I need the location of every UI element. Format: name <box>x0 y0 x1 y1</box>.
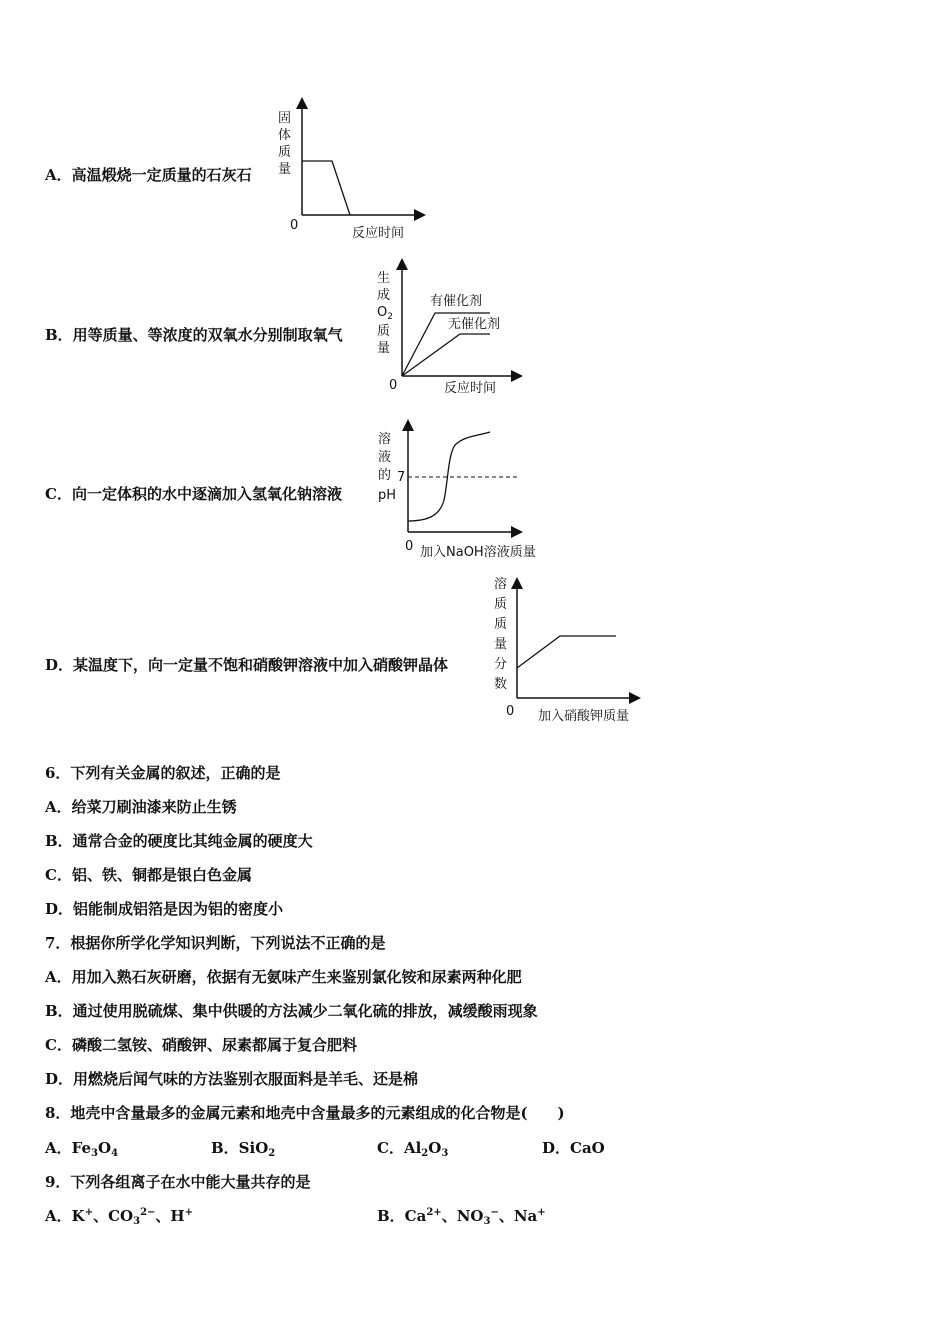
line2-label: 无催化剂 <box>448 317 501 332</box>
graph-a <box>270 95 440 249</box>
option-b-label: B．用等质量、等浓度的双氧水分别制取氧气 <box>45 326 343 344</box>
option-a-label: A．高温煅烧一定质量的石灰石 <box>45 166 252 184</box>
q6-option-b: B．通常合金的硬度比其纯金属的硬度大 <box>45 832 313 850</box>
y-axis-char: 质 <box>494 617 508 632</box>
q6-stem: 6．下列有关金属的叙述，正确的是 <box>45 764 281 782</box>
graph-c <box>372 420 562 569</box>
curve-without-catalyst <box>402 334 490 376</box>
y-axis-char: 体 <box>278 128 292 143</box>
q8-option-c: C．$Al_2O_3$ <box>377 1139 449 1159</box>
q7-option-b: B．通过使用脱硫煤、集中供暖的方法减少二氧化硫的排放，减缓酸雨现象 <box>45 1002 538 1020</box>
q9-stem: 9．下列各组离子在水中能大量共存的是 <box>45 1173 311 1191</box>
y-axis-char: 固 <box>278 111 292 126</box>
origin-label: 0 <box>506 704 515 719</box>
q6-option-d: D．铝能制成铝箔是因为铝的密度小 <box>45 900 284 918</box>
y-axis-char: 溶 <box>378 432 392 447</box>
y-axis-char: 质 <box>278 145 292 160</box>
y-axis-o: $O_2$ <box>377 305 393 322</box>
q7-option-c: C．磷酸二氢铵、硝酸钾、尿素都属于复合肥料 <box>45 1036 357 1054</box>
origin-label: 0 <box>389 378 398 393</box>
y-axis-char: 量 <box>278 162 292 177</box>
option-d-label: D．某温度下，向一定量不饱和硝酸钾溶液中加入硝酸钾晶体 <box>45 656 449 674</box>
line1-label: 有催化剂 <box>430 294 483 309</box>
y-axis-char: 的 <box>378 468 392 483</box>
q8-option-d: D．CaO <box>542 1139 605 1157</box>
q9-option-a: A．K+、$CO_3^{2-}$、H+ <box>45 1207 193 1227</box>
x-axis-label: 反应时间 <box>444 381 497 396</box>
q8-stem: 8．地壳中含量最多的金属元素和地壳中含量最多的元素组成的化合物是( ) <box>45 1104 565 1122</box>
y-axis-char: 液 <box>378 450 392 465</box>
origin-label: 0 <box>405 539 414 554</box>
curve-a <box>302 161 350 215</box>
option-c-label: C．向一定体积的水中逐滴加入氢氧化钠溶液 <box>45 485 342 503</box>
origin-label: 0 <box>290 218 299 233</box>
y-axis-char: 数 <box>494 677 508 692</box>
y-axis-char: 成 <box>377 288 391 303</box>
curve-d <box>517 636 616 668</box>
q8-option-a: A．$Fe_3O_4$ <box>45 1139 119 1159</box>
q6-option-c: C．铝、铁、铜都是银白色金属 <box>45 866 252 884</box>
x-axis-label: 加入硝酸钾质量 <box>538 709 630 724</box>
q7-option-d: D．用燃烧后闻气味的方法鉴别衣服面料是羊毛、还是棉 <box>45 1070 419 1088</box>
y-axis-char: 量 <box>377 341 391 356</box>
graph-b <box>372 258 532 402</box>
ph-curve <box>408 432 490 521</box>
y-axis-char: 分 <box>494 657 508 672</box>
q9-option-b: B．$Ca^{2+}$、$NO_3^-$、Na+ <box>377 1207 546 1227</box>
q7-stem: 7．根据你所学化学知识判断，下列说法不正确的是 <box>45 934 386 952</box>
y-axis-ph: pH <box>378 488 397 503</box>
graph-d <box>490 575 650 731</box>
x-axis-label: 反应时间 <box>352 226 405 241</box>
x-axis-label: 加入NaOH溶液质量 <box>420 545 536 560</box>
y-axis-char: 质 <box>494 597 508 612</box>
q8-option-b: B．SiO$_2$ <box>211 1139 276 1159</box>
y-axis-char: 质 <box>377 324 391 339</box>
y-axis-char: 量 <box>494 637 508 652</box>
y-axis-char: 生 <box>377 271 391 286</box>
seven-label: 7 <box>397 470 406 485</box>
q7-option-a: A．用加入熟石灰研磨，依据有无氨味产生来鉴别氯化铵和尿素两种化肥 <box>45 968 522 986</box>
y-axis-char: 溶 <box>494 577 508 592</box>
q6-option-a: A．给菜刀刷油漆来防止生锈 <box>45 798 237 816</box>
